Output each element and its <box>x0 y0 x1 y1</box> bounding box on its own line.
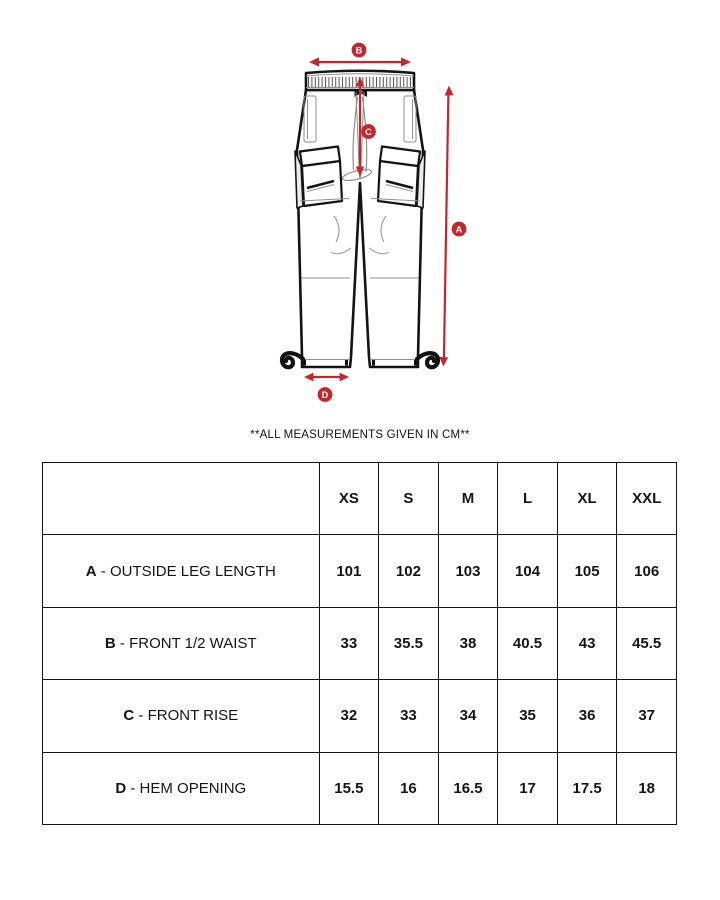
measurement-row-a <box>43 535 677 607</box>
measure-letter-c: C <box>365 126 372 137</box>
label-separator: - <box>96 562 110 580</box>
measurement-name: HEM OPENING <box>139 779 247 797</box>
value-d-xl: 17.5 <box>557 752 617 824</box>
value-c-s: 33 <box>379 680 439 752</box>
size-column-header-xs: XS <box>319 463 379 535</box>
label-separator: - <box>134 707 148 725</box>
corner-cell <box>43 463 320 535</box>
value-c-l: 35 <box>498 680 558 752</box>
value-a-s: 102 <box>379 535 439 607</box>
measurement-row-d <box>43 752 677 824</box>
measurement-letter: A <box>85 562 97 580</box>
measurement-row-b <box>43 607 677 679</box>
value-a-xs: 101 <box>319 535 379 607</box>
value-d-m: 16.5 <box>438 752 498 824</box>
value-a-m: 103 <box>438 535 498 607</box>
value-b-xxl: 45.5 <box>617 607 677 679</box>
measurement-label-b <box>43 607 320 679</box>
measure-arrow-a <box>439 86 466 367</box>
size-column-header-m: M <box>438 463 498 535</box>
measurements-note: **ALL MEASUREMENTS GIVEN IN CM** <box>250 429 470 441</box>
measure-letter-b: B <box>355 45 363 56</box>
measurement-letter: C <box>123 707 135 725</box>
value-c-m: 34 <box>438 680 498 752</box>
measurement-label-d <box>43 752 320 824</box>
label-separator: - <box>126 779 140 797</box>
value-c-xs: 32 <box>319 680 379 752</box>
value-b-l: 40.5 <box>498 607 558 679</box>
measure-letter-a: A <box>455 224 463 235</box>
size-chart-table <box>42 462 677 825</box>
measurement-row-c <box>43 680 677 752</box>
measurement-name: FRONT 1/2 WAIST <box>129 634 257 652</box>
value-a-xxl: 106 <box>617 535 677 607</box>
value-b-s: 35.5 <box>379 607 439 679</box>
size-header-row <box>43 463 677 535</box>
value-d-xxl: 18 <box>617 752 677 824</box>
size-column-header-xxl: XXL <box>617 463 677 535</box>
value-d-s: 16 <box>379 752 439 824</box>
value-c-xxl: 37 <box>617 680 677 752</box>
pants-diagram <box>0 0 720 425</box>
measure-letter-d: D <box>321 389 329 400</box>
measure-arrow-d <box>304 373 349 402</box>
measurement-label-a <box>43 535 320 607</box>
hem-drawcord-toggle-left <box>282 353 303 367</box>
label-separator: - <box>115 634 130 652</box>
value-b-xs: 33 <box>319 607 379 679</box>
value-a-xl: 105 <box>557 535 617 607</box>
measurement-label-c <box>43 680 320 752</box>
hem-drawcord-toggle-right <box>417 353 438 367</box>
measurement-letter: D <box>115 779 127 797</box>
measure-arrow-b <box>309 43 411 67</box>
value-d-l: 17 <box>498 752 558 824</box>
value-d-xs: 15.5 <box>319 752 379 824</box>
size-column-header-l: L <box>498 463 558 535</box>
value-c-xl: 36 <box>557 680 617 752</box>
value-b-m: 38 <box>438 607 498 679</box>
size-column-header-s: S <box>379 463 439 535</box>
size-column-header-xl: XL <box>557 463 617 535</box>
measurement-name: OUTSIDE LEG LENGTH <box>109 562 276 580</box>
measurement-name: FRONT RISE <box>147 707 239 725</box>
value-b-xl: 43 <box>557 607 617 679</box>
measurement-letter: B <box>104 634 116 652</box>
value-a-l: 104 <box>498 535 558 607</box>
